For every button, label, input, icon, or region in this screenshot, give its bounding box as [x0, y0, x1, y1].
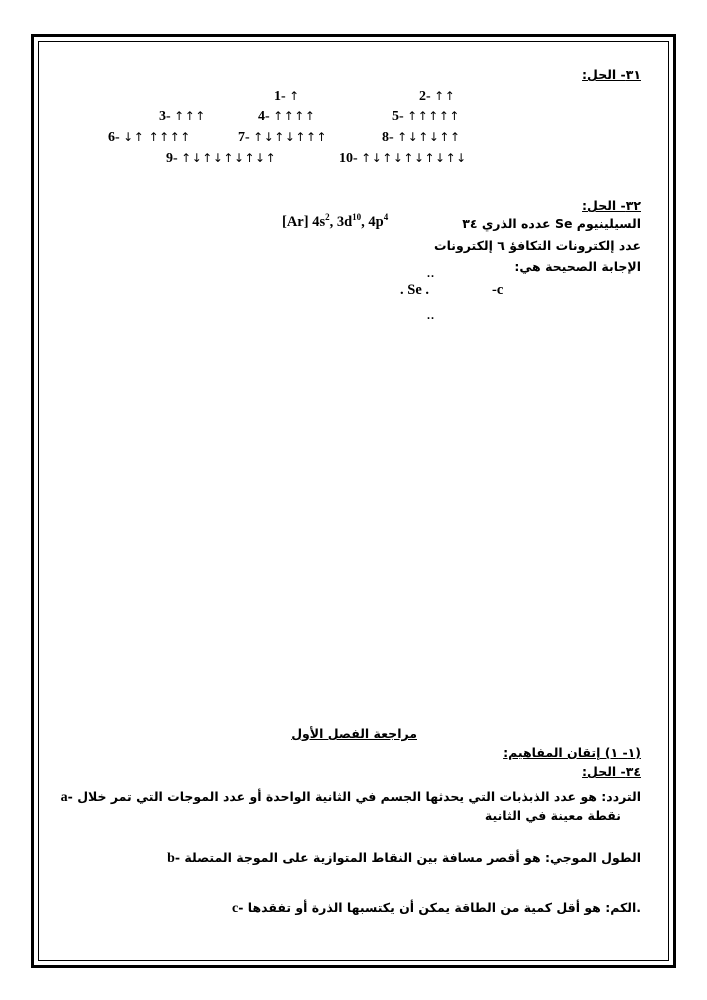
item-c-label: c — [232, 901, 239, 916]
item-b-label: b — [167, 851, 175, 866]
q34-heading: ٣٤- الحل: — [582, 764, 641, 779]
orbital-9: 9- ↑↓↑↓↑↓↑↓↑ — [166, 151, 277, 166]
answer-choice-c: -c — [492, 282, 504, 298]
item-c: c- الكم: هو أقل كمية من الطاقة يمكن أن يكتسبها الذرة أو تفقدها. — [232, 900, 641, 916]
q32-atomic-number-line: السيلينيوم Se عدده الذري ٣٤ — [462, 216, 641, 231]
item-b: b- الطول الموجي: هو أقصر مسافة بين النقاط المتوازية على الموجة المتصلة — [167, 850, 641, 866]
page-border-inner — [38, 41, 669, 961]
orbital-3: 3- ↑↑↑ — [159, 109, 206, 124]
orbital-8: 8- ↑↓↑↓↑↑ — [382, 130, 461, 145]
section-heading: (١- ١) إتقان المفاهيم: — [503, 745, 641, 760]
orbital-1: 1- ↑ — [274, 89, 300, 104]
orbital-4: 4- ↑↑↑↑ — [258, 109, 316, 124]
orbital-10: 10- ↑↓↑↓↑↓↑↓↑↓ — [339, 151, 467, 166]
orbital-5: 5- ↑↑↑↑↑ — [392, 109, 460, 124]
item-a-label: a — [60, 790, 68, 805]
q32-answer-line: الإجابة الصحيحة هي: — [514, 259, 641, 274]
review-title: مراجعة الفصل الأول — [291, 726, 417, 741]
lewis-dots-bottom: .. — [427, 308, 435, 322]
item-a-line2: نقطة معينة في الثانية — [484, 808, 621, 823]
electron-configuration: [Ar] $4s^2$, $3d^{10}$, $4p^4$ — [282, 212, 389, 230]
lewis-structure-se: . Se . — [400, 282, 429, 298]
orbital-7: 7- ↑↓↑↓↑↑↑ — [238, 130, 328, 145]
lewis-dots-top: .. — [427, 266, 435, 280]
q32-valence-line: عدد إلكترونات التكافؤ ٦ إلكترونات — [434, 238, 641, 253]
item-a-line1: a- التردد: هو عدد الذبذبات التي يحدثها الجسم في الثانية الواحدة أو عدد الموجات التي تمر خلال — [60, 789, 641, 805]
orbital-2: 2- ↑↑ — [419, 89, 456, 104]
q31-heading: ٣١- الحل: — [582, 67, 641, 82]
q32-heading: ٣٢- الحل: — [582, 198, 641, 213]
orbital-6: 6- ↓↑ ↑↑↑↑ — [108, 130, 191, 145]
